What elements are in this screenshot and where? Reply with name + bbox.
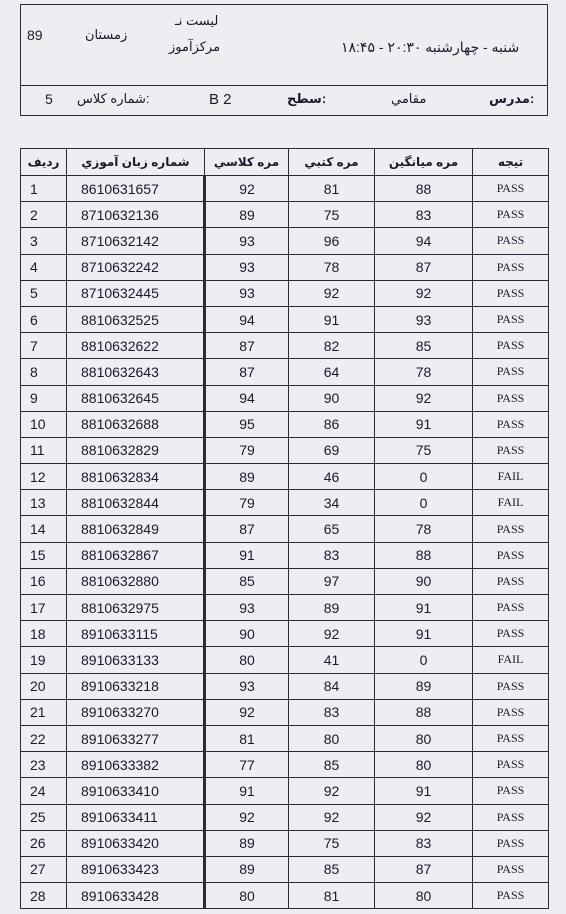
cell-student-id: 8810632622 [67, 333, 205, 359]
cell-student-id: 8710632445 [67, 280, 205, 306]
cell-class-score: 92 [205, 699, 289, 725]
table-row [21, 385, 549, 411]
cell-written-score: 81 [289, 883, 375, 909]
cell-average-score: 87 [375, 856, 473, 882]
cell-average-score: 87 [375, 254, 473, 280]
cell-row-number: 7 [21, 333, 67, 359]
cell-written-score: 64 [289, 359, 375, 385]
cell-result: PASS [473, 176, 549, 202]
cell-average-score: 83 [375, 830, 473, 856]
cell-average-score: 85 [375, 333, 473, 359]
table-row [21, 883, 549, 909]
cell-row-number: 20 [21, 673, 67, 699]
cell-result: PASS [473, 856, 549, 882]
cell-written-score: 90 [289, 385, 375, 411]
cell-student-id: 8810632880 [67, 568, 205, 594]
table-row [21, 490, 549, 516]
cell-average-score: 94 [375, 228, 473, 254]
cell-student-id: 8810632643 [67, 359, 205, 385]
table-row [21, 254, 549, 280]
cell-class-score: 89 [205, 830, 289, 856]
cell-student-id: 8910633133 [67, 647, 205, 673]
cell-row-number: 11 [21, 437, 67, 463]
cell-row-number: 25 [21, 804, 67, 830]
cell-class-score: 93 [205, 673, 289, 699]
cell-written-score: 92 [289, 280, 375, 306]
cell-written-score: 81 [289, 176, 375, 202]
cell-average-score: 0 [375, 490, 473, 516]
cell-class-score: 90 [205, 621, 289, 647]
cell-written-score: 84 [289, 673, 375, 699]
cell-class-score: 87 [205, 359, 289, 385]
cell-average-score: 0 [375, 647, 473, 673]
header-divider [21, 85, 547, 86]
cell-result: PASS [473, 359, 549, 385]
cell-row-number: 26 [21, 830, 67, 856]
cell-written-score: 85 [289, 856, 375, 882]
cell-class-score: 79 [205, 437, 289, 463]
cell-result: FAIL [473, 647, 549, 673]
cell-student-id: 8910633420 [67, 830, 205, 856]
cell-class-score: 91 [205, 542, 289, 568]
cell-row-number: 28 [21, 883, 67, 909]
cell-result: PASS [473, 516, 549, 542]
cell-result: FAIL [473, 464, 549, 490]
season: زمستان [85, 27, 128, 42]
cell-student-id: 8910633410 [67, 778, 205, 804]
table-row [21, 437, 549, 463]
cell-average-score: 90 [375, 568, 473, 594]
report-header [20, 4, 548, 116]
cell-row-number: 27 [21, 856, 67, 882]
cell-written-score: 86 [289, 411, 375, 437]
table-row [21, 752, 549, 778]
cell-result: PASS [473, 280, 549, 306]
cell-result: PASS [473, 883, 549, 909]
cell-class-score: 93 [205, 280, 289, 306]
table-row [21, 411, 549, 437]
cell-class-score: 89 [205, 464, 289, 490]
cell-result: PASS [473, 437, 549, 463]
cell-class-score: 92 [205, 176, 289, 202]
cell-row-number: 17 [21, 595, 67, 621]
table-row [21, 333, 549, 359]
cell-class-score: 89 [205, 856, 289, 882]
table-row [21, 595, 549, 621]
col-header-average-score: مره ميانگين [375, 149, 473, 176]
cell-row-number: 19 [21, 647, 67, 673]
cell-student-id: 8910633411 [67, 804, 205, 830]
cell-written-score: 83 [289, 542, 375, 568]
table-row [21, 725, 549, 751]
cell-result: FAIL [473, 490, 549, 516]
cell-row-number: 14 [21, 516, 67, 542]
table-row [21, 699, 549, 725]
cell-average-score: 75 [375, 437, 473, 463]
grades-table [20, 148, 549, 909]
cell-result: PASS [473, 830, 549, 856]
cell-row-number: 4 [21, 254, 67, 280]
cell-written-score: 78 [289, 254, 375, 280]
col-header-written-score: مره كتبي [289, 149, 375, 176]
cell-result: PASS [473, 568, 549, 594]
cell-written-score: 46 [289, 464, 375, 490]
table-row [21, 621, 549, 647]
level-label: سطح: [287, 91, 327, 106]
table-row [21, 647, 549, 673]
table-row [21, 673, 549, 699]
cell-student-id: 8810632867 [67, 542, 205, 568]
cell-row-number: 23 [21, 752, 67, 778]
cell-average-score: 78 [375, 516, 473, 542]
cell-row-number: 16 [21, 568, 67, 594]
cell-result: PASS [473, 228, 549, 254]
cell-written-score: 65 [289, 516, 375, 542]
cell-result: PASS [473, 542, 549, 568]
cell-student-id: 8910633277 [67, 725, 205, 751]
cell-average-score: 78 [375, 359, 473, 385]
col-header-class-score: مره كلاسي [205, 149, 289, 176]
table-header-row [21, 149, 549, 176]
cell-class-score: 80 [205, 647, 289, 673]
cell-result: PASS [473, 673, 549, 699]
cell-row-number: 2 [21, 202, 67, 228]
teacher-label: مدرس: [489, 91, 535, 106]
cell-written-score: 41 [289, 647, 375, 673]
cell-result: PASS [473, 752, 549, 778]
cell-written-score: 92 [289, 621, 375, 647]
cell-class-score: 85 [205, 568, 289, 594]
table-row [21, 464, 549, 490]
cell-result: PASS [473, 385, 549, 411]
cell-written-score: 96 [289, 228, 375, 254]
cell-written-score: 85 [289, 752, 375, 778]
cell-average-score: 80 [375, 752, 473, 778]
cell-student-id: 8810632688 [67, 411, 205, 437]
cell-student-id: 8910633382 [67, 752, 205, 778]
cell-average-score: 88 [375, 699, 473, 725]
col-header-result: تيجه [473, 149, 549, 176]
cell-row-number: 6 [21, 306, 67, 332]
cell-row-number: 18 [21, 621, 67, 647]
teacher-value: مقامي [391, 91, 427, 106]
cell-written-score: 89 [289, 595, 375, 621]
cell-result: PASS [473, 411, 549, 437]
cell-row-number: 12 [21, 464, 67, 490]
cell-row-number: 21 [21, 699, 67, 725]
class-schedule: شنبه - چهارشنبه ۲۰:۳۰ - ۱۸:۴۵ [341, 39, 520, 55]
table-row [21, 856, 549, 882]
cell-result: PASS [473, 804, 549, 830]
cell-result: PASS [473, 333, 549, 359]
table-row [21, 568, 549, 594]
table-row [21, 542, 549, 568]
cell-average-score: 92 [375, 280, 473, 306]
table-row [21, 280, 549, 306]
col-header-student-id: شماره زبان آموزي [67, 149, 205, 176]
level-value: B 2 [209, 91, 232, 108]
year: 89 [27, 27, 43, 43]
cell-row-number: 15 [21, 542, 67, 568]
cell-average-score: 88 [375, 176, 473, 202]
cell-student-id: 8810632525 [67, 306, 205, 332]
center-label: مركزآموز [169, 39, 221, 54]
cell-average-score: 88 [375, 542, 473, 568]
cell-row-number: 9 [21, 385, 67, 411]
table-row [21, 778, 549, 804]
cell-student-id: 8910633428 [67, 883, 205, 909]
cell-written-score: 75 [289, 830, 375, 856]
cell-average-score: 89 [375, 673, 473, 699]
cell-student-id: 8610631657 [67, 176, 205, 202]
cell-average-score: 83 [375, 202, 473, 228]
cell-class-score: 93 [205, 595, 289, 621]
cell-written-score: 91 [289, 306, 375, 332]
table-row [21, 830, 549, 856]
cell-written-score: 34 [289, 490, 375, 516]
cell-result: PASS [473, 778, 549, 804]
table-body [21, 176, 549, 909]
cell-class-score: 94 [205, 306, 289, 332]
table-row [21, 359, 549, 385]
cell-result: PASS [473, 699, 549, 725]
cell-average-score: 92 [375, 804, 473, 830]
cell-student-id: 8810632849 [67, 516, 205, 542]
cell-student-id: 8710632142 [67, 228, 205, 254]
cell-result: PASS [473, 725, 549, 751]
cell-average-score: 80 [375, 883, 473, 909]
cell-average-score: 91 [375, 621, 473, 647]
cell-row-number: 24 [21, 778, 67, 804]
cell-average-score: 91 [375, 411, 473, 437]
table-row [21, 306, 549, 332]
cell-student-id: 8810632834 [67, 464, 205, 490]
cell-row-number: 3 [21, 228, 67, 254]
cell-result: PASS [473, 621, 549, 647]
cell-student-id: 8910633270 [67, 699, 205, 725]
cell-student-id: 8810632829 [67, 437, 205, 463]
cell-student-id: 8810632975 [67, 595, 205, 621]
cell-student-id: 8710632136 [67, 202, 205, 228]
cell-written-score: 80 [289, 725, 375, 751]
cell-class-score: 92 [205, 804, 289, 830]
table-row [21, 804, 549, 830]
cell-written-score: 69 [289, 437, 375, 463]
table-row [21, 516, 549, 542]
cell-student-id: 8910633423 [67, 856, 205, 882]
cell-row-number: 8 [21, 359, 67, 385]
cell-result: PASS [473, 254, 549, 280]
cell-class-score: 94 [205, 385, 289, 411]
cell-written-score: 75 [289, 202, 375, 228]
cell-student-id: 8910633218 [67, 673, 205, 699]
cell-result: PASS [473, 595, 549, 621]
cell-average-score: 91 [375, 595, 473, 621]
table-row [21, 202, 549, 228]
cell-class-score: 95 [205, 411, 289, 437]
cell-row-number: 10 [21, 411, 67, 437]
cell-student-id: 8810632844 [67, 490, 205, 516]
cell-row-number: 5 [21, 280, 67, 306]
cell-row-number: 13 [21, 490, 67, 516]
cell-average-score: 0 [375, 464, 473, 490]
cell-average-score: 80 [375, 725, 473, 751]
class-number-value: 5 [45, 91, 53, 107]
cell-class-score: 87 [205, 516, 289, 542]
cell-row-number: 22 [21, 725, 67, 751]
cell-class-score: 93 [205, 254, 289, 280]
cell-class-score: 87 [205, 333, 289, 359]
cell-class-score: 77 [205, 752, 289, 778]
cell-class-score: 91 [205, 778, 289, 804]
cell-result: PASS [473, 306, 549, 332]
col-header-row-number: رديف [21, 149, 67, 176]
cell-student-id: 8810632645 [67, 385, 205, 411]
cell-average-score: 91 [375, 778, 473, 804]
cell-class-score: 80 [205, 883, 289, 909]
table-row [21, 176, 549, 202]
cell-result: PASS [473, 202, 549, 228]
cell-written-score: 82 [289, 333, 375, 359]
cell-student-id: 8910633115 [67, 621, 205, 647]
cell-class-score: 81 [205, 725, 289, 751]
class-number-label: شماره كلاس: [77, 91, 150, 106]
cell-written-score: 97 [289, 568, 375, 594]
cell-row-number: 1 [21, 176, 67, 202]
list-title: ليست نـ [175, 13, 219, 28]
cell-average-score: 92 [375, 385, 473, 411]
table-row [21, 228, 549, 254]
cell-written-score: 92 [289, 804, 375, 830]
cell-student-id: 8710632242 [67, 254, 205, 280]
cell-written-score: 83 [289, 699, 375, 725]
cell-class-score: 79 [205, 490, 289, 516]
cell-written-score: 92 [289, 778, 375, 804]
cell-class-score: 93 [205, 228, 289, 254]
cell-class-score: 89 [205, 202, 289, 228]
cell-average-score: 93 [375, 306, 473, 332]
